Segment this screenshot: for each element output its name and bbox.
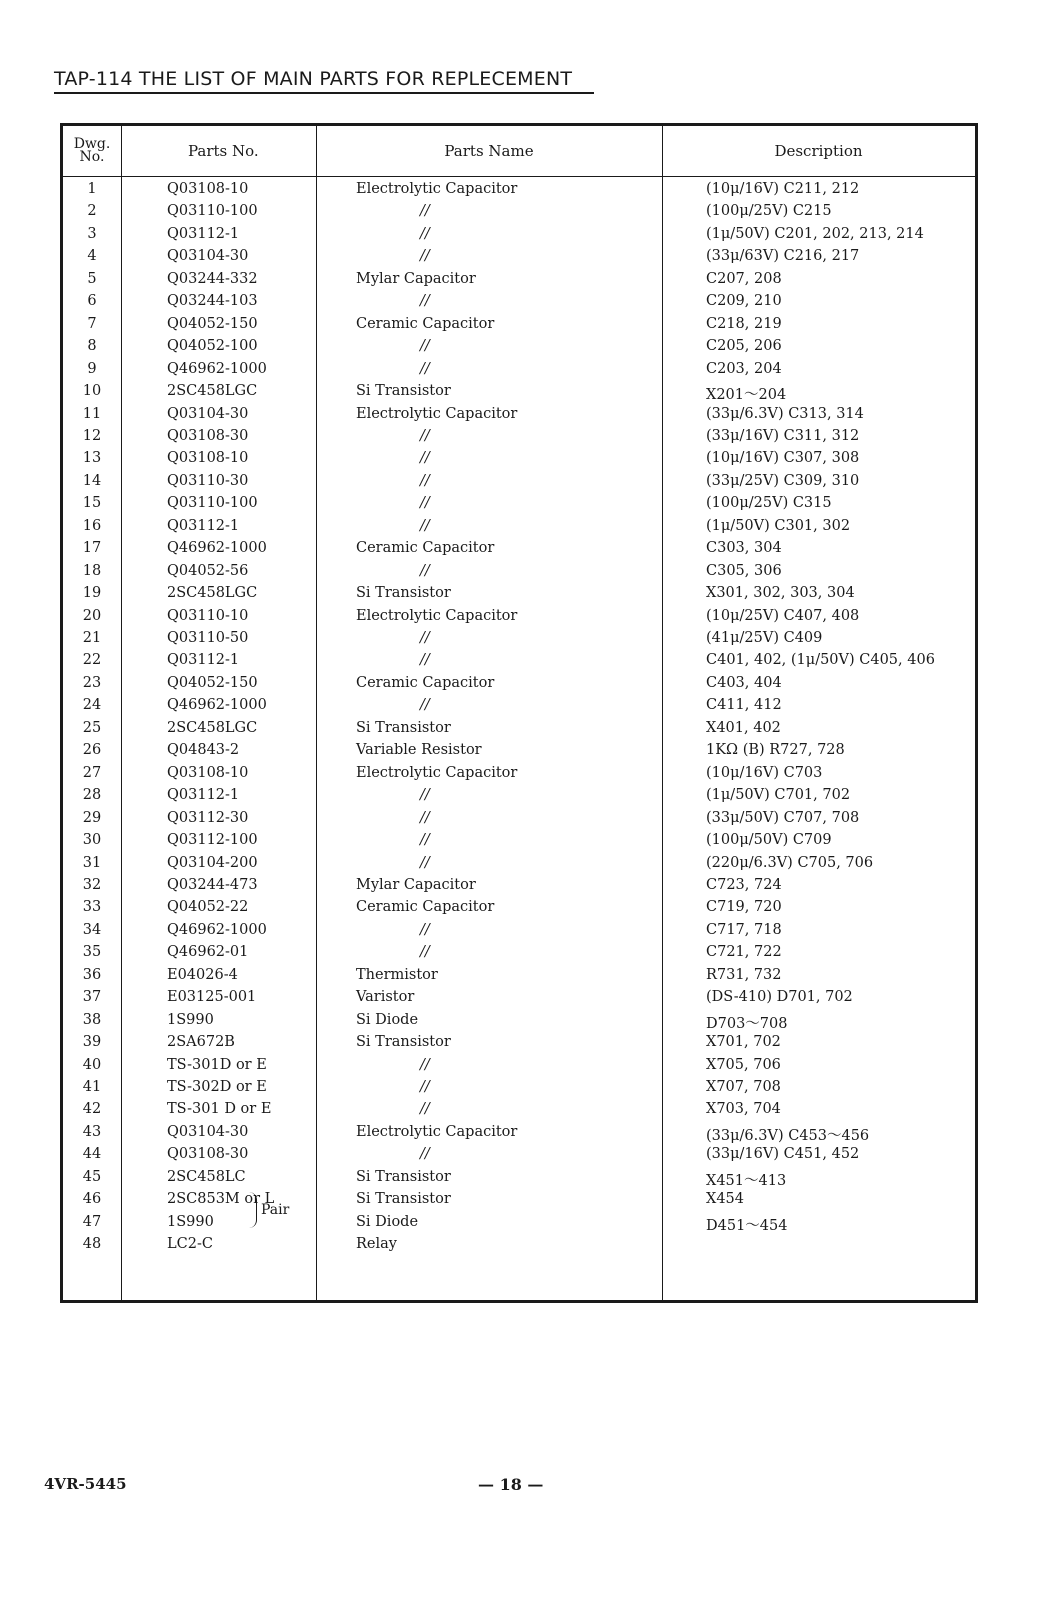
table-row	[63, 697, 975, 720]
row-parts-no: Q03112-1	[167, 652, 240, 669]
row-description: X451～413	[706, 1172, 787, 1189]
row-parts-name: Si Transistor	[356, 585, 451, 602]
row-description: (33μ/50V) C707, 708	[706, 809, 860, 826]
row-parts-no: Q03110-100	[167, 495, 258, 512]
table-row	[63, 832, 975, 855]
row-parts-no: Q03244-332	[167, 270, 258, 287]
row-parts-no: Q04843-2	[167, 742, 240, 759]
row-dwg-no: 13	[82, 450, 102, 467]
row-parts-no: Q03108-30	[167, 427, 249, 444]
row-parts-name: //	[420, 1056, 430, 1073]
row-parts-name: Si Diode	[356, 1011, 419, 1028]
row-parts-name: //	[420, 338, 430, 355]
row-parts-no: E03125-001	[167, 989, 257, 1006]
row-description: (DS-410) D701, 702	[706, 989, 853, 1006]
row-dwg-no: 47	[82, 1213, 102, 1230]
row-parts-no: Q03112-1	[167, 517, 240, 534]
table-row	[63, 316, 975, 339]
row-parts-no: TS-302D or E	[167, 1079, 267, 1095]
row-dwg-no: 24	[82, 697, 102, 714]
row-parts-name: Mylar Capacitor	[356, 876, 476, 893]
row-parts-name: Variable Resistor	[356, 742, 482, 759]
row-parts-name: Si Transistor	[356, 1168, 451, 1185]
row-parts-name: Si Transistor	[356, 719, 451, 736]
row-dwg-no: 42	[82, 1101, 102, 1118]
row-dwg-no: 44	[82, 1146, 102, 1163]
row-parts-no: Q03104-200	[167, 854, 258, 871]
row-description: C401, 402, (1μ/50V) C405, 406	[706, 652, 935, 669]
row-parts-no: Q04052-100	[167, 338, 258, 355]
row-dwg-no: 19	[82, 585, 102, 602]
row-description: (100μ/25V) C315	[706, 495, 832, 512]
row-parts-no: Q03108-30	[167, 1146, 249, 1163]
table-row	[63, 1124, 975, 1147]
table-row	[63, 1034, 975, 1057]
row-dwg-no: 25	[82, 719, 102, 736]
row-parts-no: Q04052-22	[167, 899, 249, 916]
row-dwg-no: 35	[82, 944, 102, 961]
row-dwg-no: 31	[82, 854, 102, 871]
table-row	[63, 563, 975, 586]
table-row	[63, 1236, 975, 1259]
row-parts-name: Electrolytic Capacitor	[356, 607, 518, 624]
row-parts-no: Q03110-30	[167, 472, 249, 489]
row-parts-no: Q46962-1000	[167, 921, 267, 938]
row-dwg-no: 7	[87, 315, 97, 332]
row-dwg-no: 33	[82, 899, 102, 916]
row-parts-no: 2SC458LC	[167, 1168, 246, 1185]
row-dwg-no: 22	[82, 652, 102, 669]
page-number: — 18 —	[478, 1475, 544, 1494]
row-parts-name: //	[420, 293, 430, 310]
table-header	[63, 126, 975, 177]
table-row	[63, 989, 975, 1012]
table-row	[63, 608, 975, 631]
row-parts-name: //	[420, 787, 430, 804]
row-description: (10μ/16V) C307, 308	[706, 450, 860, 467]
row-description: C207, 208	[706, 270, 782, 287]
row-parts-no: Q46962-1000	[167, 540, 267, 557]
row-parts-name: //	[420, 630, 430, 646]
row-dwg-no: 23	[82, 674, 102, 691]
row-parts-no: Q03104-30	[167, 248, 249, 265]
table-row	[63, 293, 975, 316]
table-row	[63, 652, 975, 675]
table-row	[63, 765, 975, 788]
row-description: 1KΩ (B) R727, 728	[706, 742, 845, 759]
table-row	[63, 1079, 975, 1102]
row-dwg-no: 40	[82, 1056, 102, 1073]
row-parts-no: E04026-4	[167, 966, 238, 983]
row-parts-no: Q03110-100	[167, 203, 258, 220]
row-description: X454	[706, 1191, 744, 1208]
row-parts-name: Ceramic Capacitor	[356, 899, 495, 916]
row-parts-no: Q03112-30	[167, 809, 249, 826]
row-parts-name: Varistor	[356, 989, 415, 1006]
row-parts-name: //	[420, 1101, 430, 1118]
row-dwg-no: 29	[82, 809, 102, 826]
row-parts-no: TS-301 D or E	[167, 1101, 272, 1118]
table-row	[63, 383, 975, 406]
row-description: (33μ/6.3V) C313, 314	[706, 405, 864, 422]
row-dwg-no: 48	[82, 1236, 102, 1253]
row-description: (1μ/50V) C301, 302	[706, 517, 851, 534]
table-row	[63, 922, 975, 945]
pair-label: Pair	[261, 1202, 290, 1218]
row-description: (1μ/50V) C701, 702	[706, 787, 851, 804]
row-dwg-no: 37	[82, 989, 102, 1006]
table-row	[63, 203, 975, 226]
row-parts-name: Ceramic Capacitor	[356, 315, 495, 332]
row-parts-no: 2SC458LGC	[167, 719, 258, 736]
row-description: (220μ/6.3V) C705, 706	[706, 854, 874, 871]
table-row	[63, 877, 975, 900]
row-dwg-no: 16	[82, 517, 102, 534]
row-parts-no: Q46962-1000	[167, 360, 267, 377]
table-row	[63, 899, 975, 922]
table-row	[63, 1101, 975, 1124]
row-dwg-no: 34	[82, 921, 102, 938]
row-parts-no: 1S990	[167, 1213, 214, 1230]
row-description: (33μ/25V) C309, 310	[706, 472, 860, 489]
row-description: (10μ/16V) C703	[706, 764, 823, 781]
header-description: Description	[774, 142, 863, 160]
row-description: C403, 404	[706, 674, 782, 691]
row-parts-no: Q03110-10	[167, 607, 249, 624]
row-parts-name: //	[420, 944, 430, 961]
table-row	[63, 675, 975, 698]
row-parts-name: Mylar Capacitor	[356, 270, 476, 287]
table-row	[63, 338, 975, 361]
row-parts-no: 2SC458LGC	[167, 585, 258, 602]
table-row	[63, 855, 975, 878]
row-parts-name: Thermistor	[356, 966, 438, 983]
row-dwg-no: 27	[82, 764, 102, 781]
row-description: (41μ/25V) C409	[706, 630, 823, 646]
row-parts-name: Ceramic Capacitor	[356, 674, 495, 691]
row-description: D703～708	[706, 1015, 788, 1032]
row-parts-name: //	[420, 203, 430, 220]
row-dwg-no: 1	[87, 181, 97, 197]
row-parts-name: //	[420, 427, 430, 444]
row-dwg-no: 4	[87, 248, 97, 265]
row-description: C723, 724	[706, 876, 782, 893]
row-dwg-no: 8	[87, 338, 97, 355]
row-description: C218, 219	[706, 315, 782, 332]
row-parts-name: Si Transistor	[356, 383, 451, 400]
table-row	[63, 1169, 975, 1192]
row-parts-name: //	[420, 517, 430, 534]
row-parts-no: Q04052-150	[167, 315, 258, 332]
row-parts-no: Q03112-1	[167, 225, 240, 242]
brace-icon	[249, 1192, 257, 1228]
row-description: C205, 206	[706, 338, 782, 355]
row-dwg-no: 38	[82, 1011, 102, 1028]
row-dwg-no: 17	[82, 540, 102, 557]
table-row	[63, 585, 975, 608]
row-parts-name: Si Transistor	[356, 1191, 451, 1208]
table-row	[63, 944, 975, 967]
row-description: D451～454	[706, 1217, 788, 1234]
row-dwg-no: 39	[82, 1034, 102, 1051]
row-parts-name: //	[420, 450, 430, 467]
row-description: C719, 720	[706, 899, 782, 916]
row-description: X701, 702	[706, 1034, 781, 1051]
row-parts-name: Si Transistor	[356, 1034, 451, 1051]
row-description: (33μ/16V) C451, 452	[706, 1146, 860, 1163]
row-parts-name: Si Diode	[356, 1213, 419, 1230]
row-description: C411, 412	[706, 697, 782, 714]
row-description: C717, 718	[706, 921, 782, 938]
row-parts-no: Q03112-100	[167, 832, 258, 849]
table-row	[63, 248, 975, 271]
row-parts-name: //	[420, 921, 430, 938]
table-row	[63, 361, 975, 384]
row-description: C305, 306	[706, 562, 782, 579]
table-row	[63, 967, 975, 990]
table-row	[63, 518, 975, 541]
row-parts-no: 2SA672B	[167, 1034, 235, 1051]
row-parts-no: 2SC458LGC	[167, 383, 258, 400]
row-dwg-no: 32	[82, 876, 102, 893]
row-dwg-no: 20	[82, 607, 102, 624]
table-row	[63, 1012, 975, 1035]
table-row	[63, 1191, 975, 1214]
row-dwg-no: 41	[82, 1079, 102, 1095]
row-parts-name: //	[420, 809, 430, 826]
row-dwg-no: 26	[82, 742, 102, 759]
row-parts-name: //	[420, 225, 430, 242]
row-description: X705, 706	[706, 1056, 781, 1073]
row-parts-name: //	[420, 495, 430, 512]
row-description: (33μ/63V) C216, 217	[706, 248, 860, 265]
row-dwg-no: 5	[87, 270, 97, 287]
row-description: R731, 732	[706, 966, 782, 983]
table-row	[63, 428, 975, 451]
table-row	[63, 720, 975, 743]
header-parts-no: Parts No.	[188, 142, 259, 160]
row-parts-name: Electrolytic Capacitor	[356, 764, 518, 781]
row-parts-no: Q03244-473	[167, 876, 258, 893]
row-parts-no: Q03110-50	[167, 630, 249, 646]
row-dwg-no: 2	[87, 203, 97, 220]
row-parts-name: //	[420, 832, 430, 849]
table-row	[63, 787, 975, 810]
row-dwg-no: 46	[82, 1191, 102, 1208]
row-description: C303, 304	[706, 540, 782, 557]
row-parts-no: Q04052-56	[167, 562, 249, 579]
row-dwg-no: 30	[82, 832, 102, 849]
row-dwg-no: 15	[82, 495, 102, 512]
row-dwg-no: 18	[82, 562, 102, 579]
row-description: X201～204	[706, 387, 787, 404]
table-row	[63, 810, 975, 833]
table-row	[63, 1057, 975, 1080]
row-parts-name: //	[420, 1146, 430, 1163]
parts-table	[60, 123, 978, 1303]
row-dwg-no: 6	[87, 293, 97, 310]
row-parts-name: //	[420, 652, 430, 669]
row-dwg-no: 14	[82, 472, 102, 489]
row-parts-name: Electrolytic Capacitor	[356, 181, 518, 197]
row-parts-no: Q03108-10	[167, 181, 249, 197]
header-dwg-no: Dwg. No.	[73, 136, 111, 165]
row-parts-no: TS-301D or E	[167, 1056, 267, 1073]
row-parts-no: 2SC853M or L	[167, 1191, 275, 1208]
row-dwg-no: 36	[82, 966, 102, 983]
document-code: 4VR-5445	[44, 1475, 127, 1493]
row-dwg-no: 11	[82, 405, 102, 422]
row-parts-name: //	[420, 854, 430, 871]
table-row	[63, 630, 975, 653]
row-dwg-no: 12	[82, 427, 102, 444]
table-row	[63, 742, 975, 765]
row-dwg-no: 28	[82, 787, 102, 804]
row-description: X301, 302, 303, 304	[706, 585, 855, 602]
header-parts-name: Parts Name	[444, 142, 534, 160]
row-parts-no: LC2-C	[167, 1236, 213, 1253]
row-description: X707, 708	[706, 1079, 781, 1095]
row-parts-no: Q03104-30	[167, 1123, 249, 1140]
row-parts-name: Relay	[356, 1236, 397, 1253]
table-row	[63, 540, 975, 563]
row-parts-name: //	[420, 1079, 430, 1095]
table-row	[63, 226, 975, 249]
row-parts-no: Q03244-103	[167, 293, 258, 310]
table-row	[63, 473, 975, 496]
row-parts-name: //	[420, 472, 430, 489]
row-parts-name: //	[420, 248, 430, 265]
row-parts-no: 1S990	[167, 1011, 214, 1028]
row-parts-no: Q46962-01	[167, 944, 249, 961]
table-row	[63, 271, 975, 294]
row-description: (33μ/16V) C311, 312	[706, 427, 860, 444]
row-parts-name: Electrolytic Capacitor	[356, 405, 518, 422]
table-row	[63, 495, 975, 518]
row-description: (10μ/16V) C211, 212	[706, 181, 860, 197]
row-parts-no: Q03112-1	[167, 787, 240, 804]
row-parts-no: Q46962-1000	[167, 697, 267, 714]
row-parts-name: //	[420, 360, 430, 377]
row-dwg-no: 45	[82, 1168, 102, 1185]
row-description: (1μ/50V) C201, 202, 213, 214	[706, 225, 924, 242]
page-title: TAP-114 THE LIST OF MAIN PARTS FOR REPLECEMENT	[54, 68, 594, 94]
row-dwg-no: 21	[82, 630, 102, 646]
row-parts-name: Electrolytic Capacitor	[356, 1123, 518, 1140]
row-description: X703, 704	[706, 1101, 781, 1118]
row-parts-no: Q03104-30	[167, 405, 249, 422]
row-description: (100μ/25V) C215	[706, 203, 832, 220]
row-dwg-no: 43	[82, 1123, 102, 1140]
table-row	[63, 406, 975, 429]
row-description: X401, 402	[706, 719, 781, 736]
row-description: (33μ/6.3V) C453～456	[706, 1127, 870, 1144]
row-description: C209, 210	[706, 293, 782, 310]
row-description: (10μ/25V) C407, 408	[706, 607, 860, 624]
row-description: (100μ/50V) C709	[706, 832, 832, 849]
table-row	[63, 450, 975, 473]
row-parts-name: //	[420, 697, 430, 714]
table-row	[63, 1146, 975, 1169]
row-dwg-no: 10	[82, 383, 102, 400]
table-row	[63, 1214, 975, 1237]
row-parts-name: Ceramic Capacitor	[356, 540, 495, 557]
row-parts-no: Q03108-10	[167, 450, 249, 467]
row-parts-name: //	[420, 562, 430, 579]
row-description: C203, 204	[706, 360, 782, 377]
row-dwg-no: 9	[87, 360, 97, 377]
row-parts-no: Q03108-10	[167, 764, 249, 781]
table-row	[63, 181, 975, 204]
row-parts-no: Q04052-150	[167, 674, 258, 691]
row-dwg-no: 3	[87, 225, 97, 242]
row-description: C721, 722	[706, 944, 782, 961]
